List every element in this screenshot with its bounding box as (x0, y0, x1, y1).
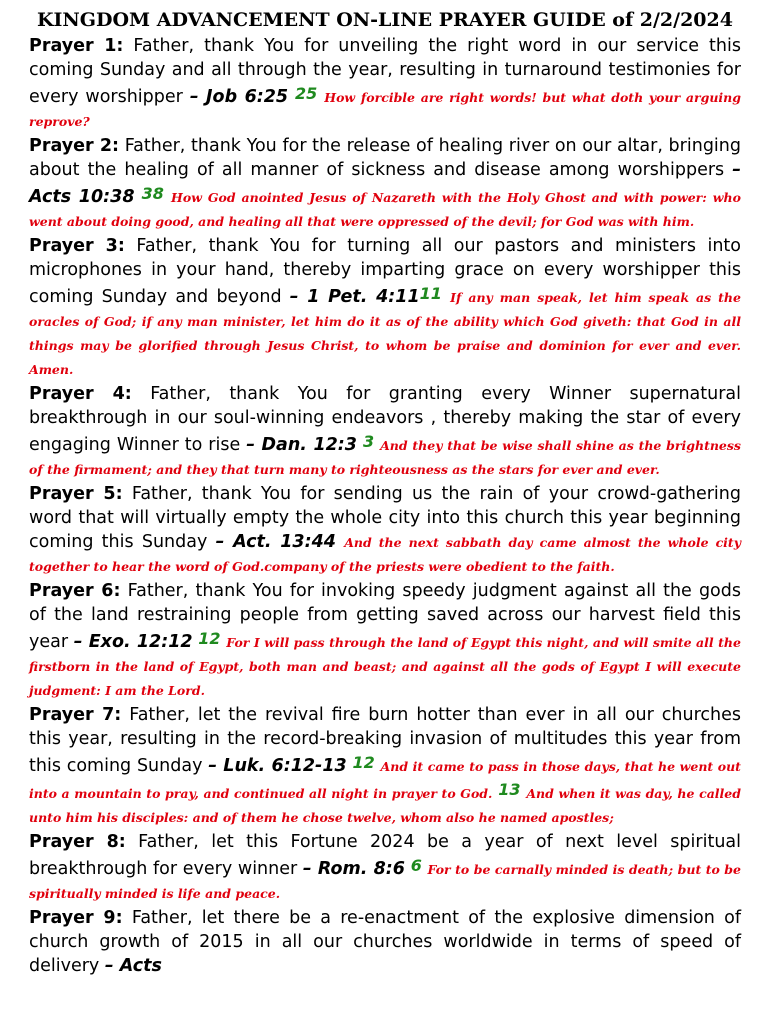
verse-number: 12 (352, 753, 375, 772)
prayer-guide-page (29, 9, 741, 979)
scripture-reference: – Acts (104, 956, 162, 976)
prayer-label: Prayer 8: (29, 832, 126, 852)
prayer-label: Prayer 5: (29, 484, 123, 504)
scripture-verse-2: And when it was day, he called unto him his disciples: and of them he chose twelve, whom also he named apostles; (29, 786, 741, 825)
scripture-reference: – Luk. 6:12-13 (208, 756, 347, 776)
prayer-item-5 (29, 482, 741, 578)
scripture-reference: – Rom. 8:6 (302, 859, 405, 879)
prayer-item-7 (29, 703, 741, 829)
scripture-verse: And it came to pass in those days, that he went out into a mountain to pray, and continued all night in prayer to God. (29, 759, 741, 801)
prayer-label: Prayer 9: (29, 908, 123, 928)
scripture-verse: And the next sabbath day came almost the whole city together to hear the word of God.company of the priests were obedient to the faith. (29, 535, 741, 574)
scripture-reference: – Dan. 12:3 (246, 435, 357, 455)
page-title: KINGDOM ADVANCEMENT ON-LINE PRAYER GUIDE of 2/2/2024 (37, 9, 733, 31)
scripture-verse: How God anointed Jesus of Nazareth with the Holy Ghost and with power: who went about doing good, and healing all that were oppressed of the devil; for God was with him. (29, 190, 741, 229)
scripture-reference: – Exo. 12:12 (73, 632, 193, 652)
prayer-label: Prayer 7: (29, 705, 122, 725)
prayer-item-4 (29, 382, 741, 481)
verse-number: 38 (141, 184, 164, 203)
scripture-verse: For I will pass through the land of Egypt this night, and will smite all the firstborn in the land of Egypt, both man and beast; and against all the gods of Egypt I will execute judgment: I am the Lord. (29, 635, 741, 698)
prayer-text: Father, thank You for granting every Winner supernatural breakthrough in our soul-winning endeavors , thereby making the star of every engaging Winner to rise (29, 384, 741, 455)
verse-number: 3 (362, 432, 375, 451)
verse-number: 12 (198, 629, 221, 648)
scripture-reference: – Job 6:25 (189, 87, 289, 107)
prayer-item-8 (29, 830, 741, 905)
prayer-text: Father, thank You for unveiling the right word in our service this coming Sunday and all through the year, resulting in turnaround testimonies for every worshipper (29, 36, 741, 107)
prayer-text: Father, thank You for invoking speedy judgment against all the gods of the land restraining people from getting saved across our harvest field this year (29, 581, 741, 652)
prayer-item-6 (29, 579, 741, 702)
prayer-text: Father, thank You for the release of healing river on our altar, bringing about the healing of all manner of sickness and disease among worshippers (29, 136, 741, 180)
scripture-reference: – Act. 13:44 (215, 532, 336, 552)
prayer-label: Prayer 4: (29, 384, 132, 404)
prayer-text: Father, thank You for sending us the rain of your crowd-gathering word that will virtually empty the whole city into this church this year beginning coming this Sunday (29, 484, 741, 552)
scripture-verse: For to be carnally minded is death; but to be spiritually minded is life and peace. (29, 862, 741, 901)
scripture-reference: – 1 Pet. 4:11 (289, 287, 420, 307)
verse-number: 6 (410, 856, 422, 875)
prayer-item-9 (29, 906, 741, 978)
prayer-text: Father, let this Fortune 2024 be a year of next level spiritual breakthrough for every winner (29, 832, 741, 879)
prayer-text: Father, let the revival fire burn hotter than ever in all our churches this year, resulting in the record-breaking invasion of multitudes this year from this coming Sunday (29, 705, 741, 776)
scripture-verse: And they that be wise shall shine as the brightness of the firmament; and they that turn many to righteousness as the stars for ever and ever. (29, 438, 741, 477)
prayer-item-1 (29, 34, 741, 133)
prayer-label: Prayer 2: (29, 136, 120, 156)
prayer-label: Prayer 6: (29, 581, 121, 601)
prayer-label: Prayer 1: (29, 36, 124, 56)
prayer-item-2 (29, 134, 741, 233)
prayer-text: Father, let there be a re-enactment of the explosive dimension of church growth of 2015 in all our churches worldwide in terms of speed of delivery (29, 908, 741, 976)
scripture-verse: How forcible are right words! but what doth your arguing reprove? (29, 90, 741, 129)
verse-number: 11 (419, 284, 442, 303)
verse-number: 25 (295, 84, 318, 103)
scripture-verse: If any man speak, let him speak as the oracles of God; if any man minister, let him do it as of the ability which God giveth: that God in all things may be glorified through Jesus Christ, to whom be praise and dominion for ever and ever. Amen. (29, 290, 741, 377)
prayer-item-3 (29, 234, 741, 381)
prayer-label: Prayer 3: (29, 236, 125, 256)
prayer-text: Father, thank You for turning all our pastors and ministers into microphones in your hand, thereby imparting grace on every worshipper this coming Sunday and beyond (29, 236, 741, 307)
verse-number-2: 13 (498, 780, 521, 799)
scripture-reference: – Acts 10:38 (29, 160, 741, 207)
